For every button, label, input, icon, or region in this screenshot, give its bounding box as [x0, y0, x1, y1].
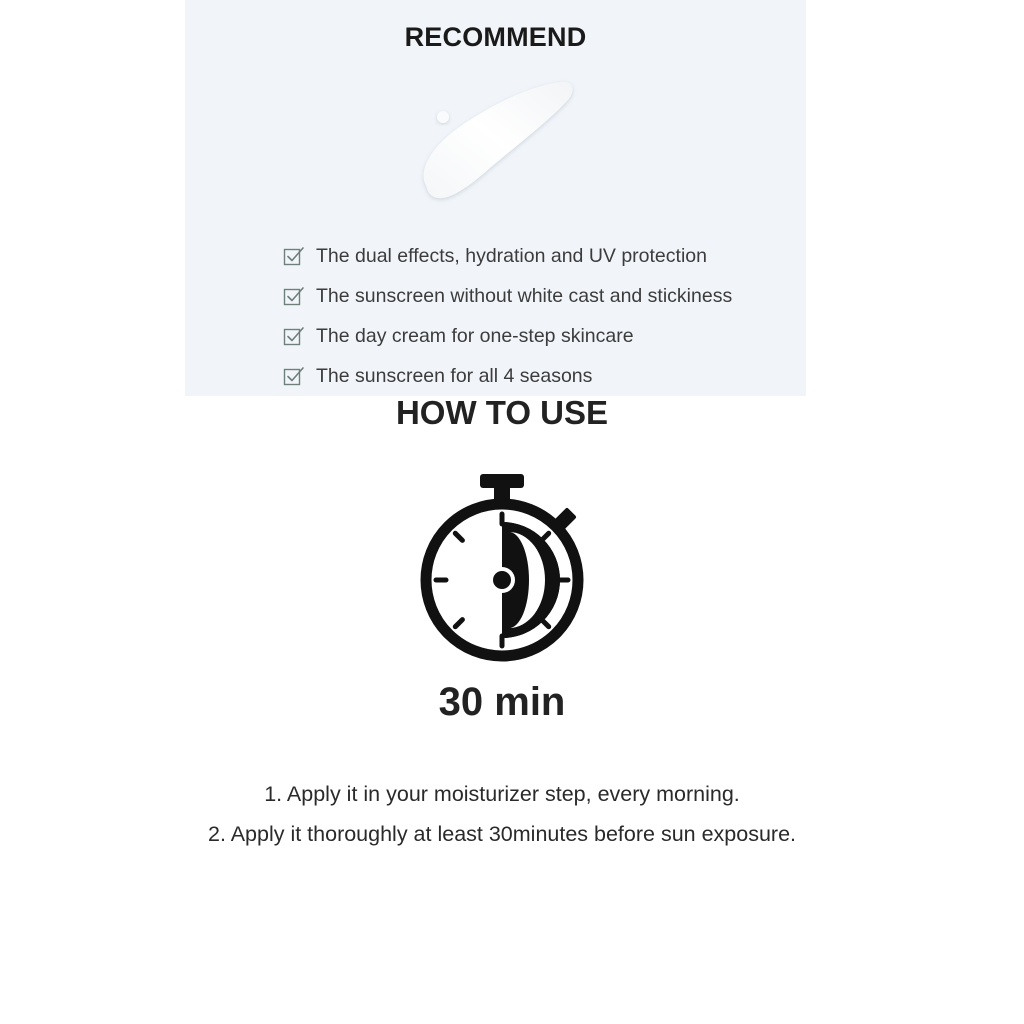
recommend-checklist — [283, 236, 732, 396]
checkbox-checked-icon — [283, 285, 305, 307]
recommend-section — [185, 0, 806, 396]
recommend-title: RECOMMEND — [404, 22, 587, 52]
usage-step: 2. Apply it thoroughly at least 30minutes before sun exposure. — [207, 822, 797, 846]
checklist-item — [283, 276, 732, 316]
checkbox-checked-icon — [283, 245, 305, 267]
checklist-item — [283, 356, 732, 396]
stopwatch-icon — [412, 470, 592, 670]
checklist-item — [283, 316, 732, 356]
checklist-item — [283, 236, 732, 276]
checklist-item-text: The dual effects, hydration and UV protection — [316, 244, 707, 267]
usage-step: 1. Apply it in your moisturizer step, every morning. — [264, 782, 740, 806]
checklist-item-text: The sunscreen without white cast and stickiness — [316, 284, 733, 307]
duration-label: 30 min — [438, 680, 566, 724]
checkbox-checked-icon — [283, 365, 305, 387]
cream-swatch-image — [412, 76, 582, 206]
checklist-item-text: The sunscreen for all 4 seasons — [316, 364, 593, 387]
checkbox-checked-icon — [283, 325, 305, 347]
checklist-item-text: The day cream for one-step skincare — [316, 324, 634, 347]
how-to-use-title: HOW TO USE — [395, 394, 609, 431]
usage-steps — [0, 778, 1004, 858]
